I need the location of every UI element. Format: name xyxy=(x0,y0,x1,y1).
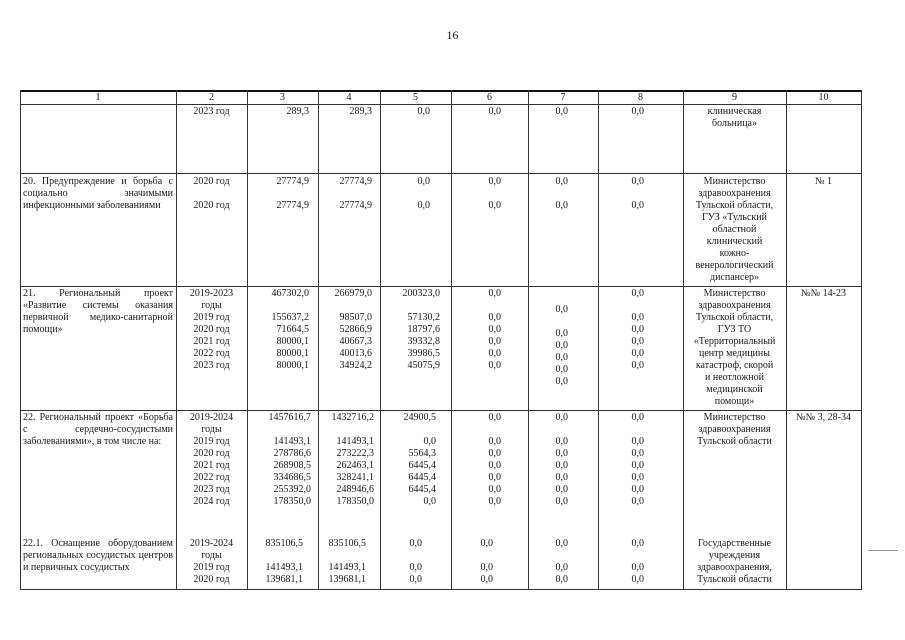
col8-value: 0,0 0,0 0,0 0,0 0,0 0,0 xyxy=(631,288,644,371)
col4-value: 289,3 xyxy=(349,106,372,117)
col-header-9: 9 xyxy=(732,92,737,103)
col-header-3: 3 xyxy=(280,92,285,103)
col6-value: 0,0 0,0 0,0 xyxy=(480,538,493,585)
col8-value: 0,0 0,0 xyxy=(631,176,644,211)
col4-value: 835106,5 141493,1 139681,1 xyxy=(328,538,366,585)
col7-value: 0,0 0,0 xyxy=(555,176,568,211)
col-header-5: 5 xyxy=(413,92,418,103)
row-years: 2023 год xyxy=(193,106,230,117)
table-bottom-border xyxy=(20,589,862,590)
data-table xyxy=(20,90,862,590)
col6-value: 0,0 0,0 0,0 0,0 0,0 0,0 0,0 xyxy=(488,412,501,507)
margin-dash xyxy=(868,550,898,551)
col4-value: 1432716,2 141493,1 273222,3 262463,1 328241,1 248946,6 178350,0 xyxy=(331,412,374,507)
col7-value: 0,0 0,0 0,0 0,0 0,0 0,0 xyxy=(555,304,568,387)
row-title: 20. Предупреждение и борьба с социально значимыми инфекционными заболеваниями xyxy=(23,176,173,211)
row-ref: № 1 xyxy=(814,176,833,187)
col-border xyxy=(20,90,21,590)
row-divider xyxy=(20,173,862,174)
col-border xyxy=(176,90,177,590)
col-header-8: 8 xyxy=(638,92,643,103)
col6-value: 0,0 0,0 0,0 0,0 0,0 0,0 xyxy=(488,288,501,371)
col5-value: 0,0 xyxy=(417,106,430,117)
row-executor: Министерство здравоохранения Тульской области, ГУЗ ТО «Территориальный центр медицины катастроф, скорой и неотложной медицинской помощи» xyxy=(693,288,776,407)
col6-value: 0,0 0,0 xyxy=(488,176,501,211)
col4-value: 27774,9 27774,9 xyxy=(339,176,372,211)
row-ref: №№ 3, 28-34 xyxy=(796,412,851,423)
col3-value: 467302,0 155637,2 71664,5 80000,1 80000,1 80000,1 xyxy=(271,288,309,371)
col8-value: 0,0 0,0 0,0 0,0 0,0 0,0 0,0 xyxy=(631,412,644,507)
row-years: 2020 год 2020 год xyxy=(193,176,230,211)
col-header-6: 6 xyxy=(487,92,492,103)
col3-value: 1457616,7 141493,1 278786,6 268908,5 334686,5 255392,0 178350,0 xyxy=(268,412,311,507)
col-header-1: 1 xyxy=(95,92,101,103)
col5-value: 0,0 0,0 0,0 xyxy=(409,538,422,585)
page-number: 16 xyxy=(446,28,459,42)
col-border xyxy=(786,90,787,590)
col3-value: 27774,9 27774,9 xyxy=(276,176,309,211)
row-ref: №№ 14-23 xyxy=(801,288,846,299)
row-title: 22. Региональный проект «Борьба с сердечно-сосудистыми заболеваниями», в том числе на: xyxy=(23,412,173,447)
col7-value: 0,0 0,0 0,0 0,0 0,0 0,0 0,0 xyxy=(555,412,568,507)
row-title: 22.1. Оснащение оборудованием региональных сосудистых центров и первичных сосудистых xyxy=(23,538,173,573)
col-header-2: 2 xyxy=(209,92,214,103)
row-executor: Министерство здравоохранения Тульской области, ГУЗ «Тульский областной клинический кожно- венерологический диспансер» xyxy=(695,176,774,283)
header-divider xyxy=(20,104,862,105)
row-divider xyxy=(20,286,862,287)
col4-value: 266979,0 98507,0 52866,9 40667,3 40013,6 34924,2 xyxy=(334,288,372,371)
col-border xyxy=(861,90,862,590)
col5-value: 200323,0 57130,2 18797,6 39332,8 39986,5 45075,9 xyxy=(402,288,440,371)
row-executor: клиническая больница» xyxy=(707,106,762,129)
row-years: 2019-2024 годы 2019 год 2020 год xyxy=(189,538,234,585)
col5-value: 24900,5 0,0 5564,3 6445,4 6445,4 6445,4 0,0 xyxy=(403,412,436,507)
row-executor: Министерство здравоохранения Тульской области xyxy=(697,412,772,447)
row-executor: Государственные учреждения здравоохранения, Тульской области xyxy=(697,538,772,585)
col8-value: 0,0 xyxy=(631,106,644,117)
col-header-7: 7 xyxy=(560,92,566,103)
col8-value: 0,0 0,0 0,0 xyxy=(631,538,644,585)
col-header-4: 4 xyxy=(346,92,352,103)
col7-value: 0,0 0,0 0,0 xyxy=(555,538,568,585)
row-years: 2019-2023 годы 2019 год 2020 год 2021 год 2022 год 2023 год xyxy=(189,288,234,371)
col6-value: 0,0 xyxy=(488,106,501,117)
col3-value: 835106,5 141493,1 139681,1 xyxy=(265,538,303,585)
row-title: 21. Региональный проект «Развитие системы оказания первичной медико-санитарной помощи» xyxy=(23,288,173,335)
row-divider xyxy=(20,410,862,411)
row-years: 2019-2024 годы 2019 год 2020 год 2021 год 2022 год 2023 год 2024 год xyxy=(189,412,234,507)
col7-value: 0,0 xyxy=(555,106,568,117)
col3-value: 289,3 xyxy=(286,106,309,117)
col-header-10: 10 xyxy=(818,92,829,103)
col5-value: 0,0 0,0 xyxy=(417,176,430,211)
